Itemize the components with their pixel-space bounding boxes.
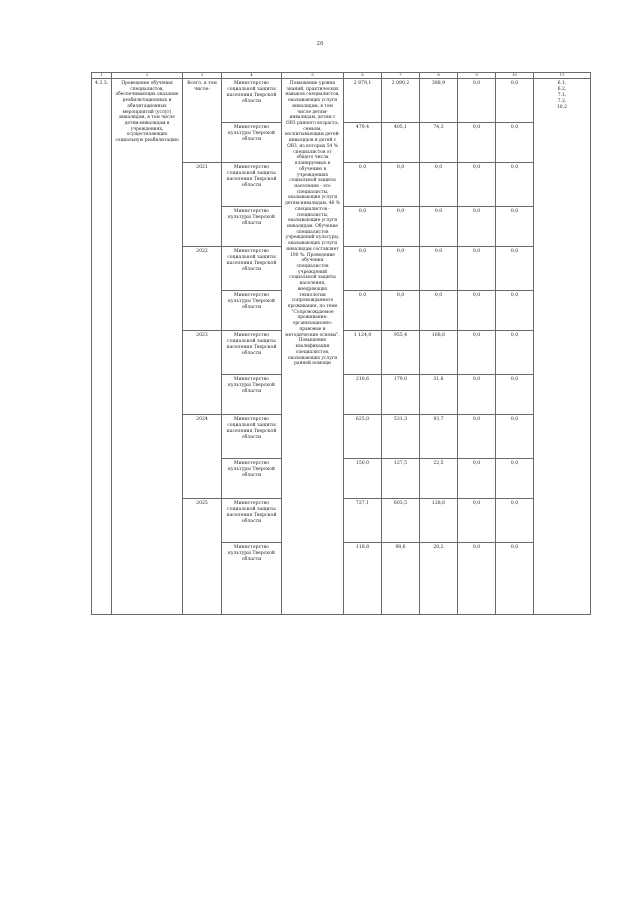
executor-culture-ministry: Министерство культуры Тверской области — [222, 459, 282, 499]
column-number: 11 — [534, 73, 591, 79]
indicator-code: 6.2, — [557, 86, 567, 92]
amount-cell: 0,0 — [496, 79, 534, 123]
period-label: 2025 — [183, 499, 222, 615]
executor-social-ministry: Министерство социальной защиты населения Тверской области — [222, 247, 282, 291]
amount-cell: 20,2 — [420, 543, 458, 615]
amount-cell: 1 124,0 — [344, 331, 382, 375]
column-number: 3 — [183, 73, 222, 79]
amount-cell: 0,0 — [496, 499, 534, 543]
amount-cell: 0,0 — [458, 415, 496, 459]
amount-cell: 0,0 — [344, 163, 382, 207]
amount-cell: 0,0 — [496, 207, 534, 247]
row-code: 4.3.3. — [92, 79, 112, 615]
executor-social-ministry: Министерство социальной защиты населения Тверской области — [222, 415, 282, 459]
amount-cell: 625,0 — [344, 415, 382, 459]
amount-cell: 0,0 — [458, 459, 496, 499]
period-label: 2023 — [183, 331, 222, 415]
executor-social-ministry: Министерство социальной защиты населения Тверской области — [222, 79, 282, 123]
amount-cell: 0,0 — [420, 207, 458, 247]
amount-cell: 2 090,2 — [382, 79, 420, 123]
amount-cell: 0,0 — [458, 499, 496, 543]
amount-cell: 0,0 — [458, 79, 496, 123]
executor-culture-ministry: Министерство культуры Тверской области — [222, 123, 282, 163]
amount-cell: 2 879,1 — [344, 79, 382, 123]
amount-cell: 0,0 — [496, 163, 534, 207]
indicator-code: 6.1, — [557, 81, 567, 86]
executor-social-ministry: Министерство социальной защиты населения Тверской области — [222, 163, 282, 207]
column-number: 4 — [222, 73, 282, 79]
executor-social-ministry: Министерство социальной защиты населения Тверской области — [222, 331, 282, 375]
executor-culture-ministry: Министерство культуры Тверской области — [222, 291, 282, 331]
column-number: 7 — [382, 73, 420, 79]
amount-cell: 0,0 — [420, 291, 458, 331]
amount-cell: 955,4 — [382, 331, 420, 375]
amount-cell: 0,0 — [496, 543, 534, 615]
column-number: 10 — [496, 73, 534, 79]
amount-cell: 0,0 — [382, 207, 420, 247]
amount-cell: 0,0 — [344, 291, 382, 331]
period-label: Всего, в том числе: — [183, 79, 222, 163]
measure-description: Проведение обучения специалистов, обеспечивающих оказание реабилитационных и абилитационных мероприятий (услуг) инвалидам, в том числе детям-инвалидам в учреждениях, осуществляющих социальную реабилитацию — [112, 79, 183, 615]
amount-cell: 0,0 — [382, 291, 420, 331]
amount-cell: 479,4 — [344, 123, 382, 163]
column-number: 5 — [282, 73, 344, 79]
table-row — [92, 79, 591, 123]
indicator-code: 10.2 — [556, 104, 568, 110]
amount-cell: 150,0 — [344, 459, 382, 499]
period-label: 2021 — [183, 163, 222, 247]
amount-cell: 0,0 — [344, 247, 382, 291]
amount-cell: 0,0 — [382, 163, 420, 207]
amount-cell: 0,0 — [458, 207, 496, 247]
period-label: 2024 — [183, 415, 222, 499]
amount-cell: 0,0 — [458, 375, 496, 415]
amount-cell: 727,1 — [344, 499, 382, 543]
indicator-code: 7.1, — [557, 92, 567, 98]
amount-cell: 0,0 — [496, 331, 534, 375]
amount-cell: 118,8 — [344, 543, 382, 615]
amount-cell: 0,0 — [496, 291, 534, 331]
amount-cell: 531,3 — [382, 415, 420, 459]
indicator-description: Повышение уровня знаний, практических навыков специалистов, оказывающих услуги инвалидам, в том числе детям-инвалидам, детям с ОВЗ раннего возраста, семьям, воспитывающим детей-инвалидов и детей с ОВЗ, из которых 54 % специалистов от общего числа планируемых к обучению в учреждениях социальной защиты населения - это специалисты, оказывающие услуги детям-инвалидам, 46 % специалистов - специалисты, оказывающие услуги инвалидам. Обучение специалистов учреждений культуры, оказывающих услуги инвалидам составляет 100 %. Проведение обучения специалистов учреждений социальной защиты населения, внедряющих технологии сопровождаемого проживания, по теме "Сопровождаемое проживание: организационно-правовые и методические основы". Повышение квалификации специалистов, оказывающих услуги ранней помощи — [282, 79, 344, 615]
amount-cell: 0,0 — [458, 291, 496, 331]
amount-cell: 0,0 — [420, 163, 458, 207]
executor-social-ministry: Министерство социальной защиты населения Тверской области — [222, 499, 282, 543]
column-number: 6 — [344, 73, 382, 79]
amount-cell: 388,9 — [420, 79, 458, 123]
amount-cell: 22,5 — [420, 459, 458, 499]
amount-cell: 0,0 — [382, 247, 420, 291]
indicator-code: 7.2, — [557, 98, 567, 104]
amount-cell: 127,5 — [382, 459, 420, 499]
column-number: 2 — [112, 73, 183, 79]
amount-cell: 405,1 — [382, 123, 420, 163]
column-number: 9 — [458, 73, 496, 79]
budget-table — [91, 72, 591, 615]
amount-cell: 31,6 — [420, 375, 458, 415]
amount-cell: 168,6 — [420, 331, 458, 375]
amount-cell: 0,0 — [458, 543, 496, 615]
amount-cell: 0,0 — [458, 331, 496, 375]
amount-cell: 0,0 — [496, 123, 534, 163]
amount-cell: 0,0 — [496, 247, 534, 291]
amount-cell: 0,0 — [420, 247, 458, 291]
amount-cell: 0,0 — [496, 459, 534, 499]
column-number: 8 — [420, 73, 458, 79]
amount-cell: 0,0 — [496, 375, 534, 415]
executor-culture-ministry: Министерство культуры Тверской области — [222, 543, 282, 615]
amount-cell: 0,0 — [344, 207, 382, 247]
executor-culture-ministry: Министерство культуры Тверской области — [222, 207, 282, 247]
amount-cell: 93,7 — [420, 415, 458, 459]
executor-culture-ministry: Министерство культуры Тверской области — [222, 375, 282, 415]
amount-cell: 179,0 — [382, 375, 420, 415]
amount-cell: 603,5 — [382, 499, 420, 543]
amount-cell: 210,6 — [344, 375, 382, 415]
amount-cell: 0,0 — [458, 163, 496, 207]
amount-cell: 0,0 — [458, 247, 496, 291]
page-number: 26 — [316, 41, 324, 47]
amount-cell: 128,6 — [420, 499, 458, 543]
amount-cell: 0,0 — [458, 123, 496, 163]
amount-cell: 74,3 — [420, 123, 458, 163]
amount-cell: 98,6 — [382, 543, 420, 615]
amount-cell: 0,0 — [496, 415, 534, 459]
column-number: 1 — [92, 73, 112, 79]
related-indicator-codes — [534, 79, 591, 615]
period-label: 2022 — [183, 247, 222, 331]
